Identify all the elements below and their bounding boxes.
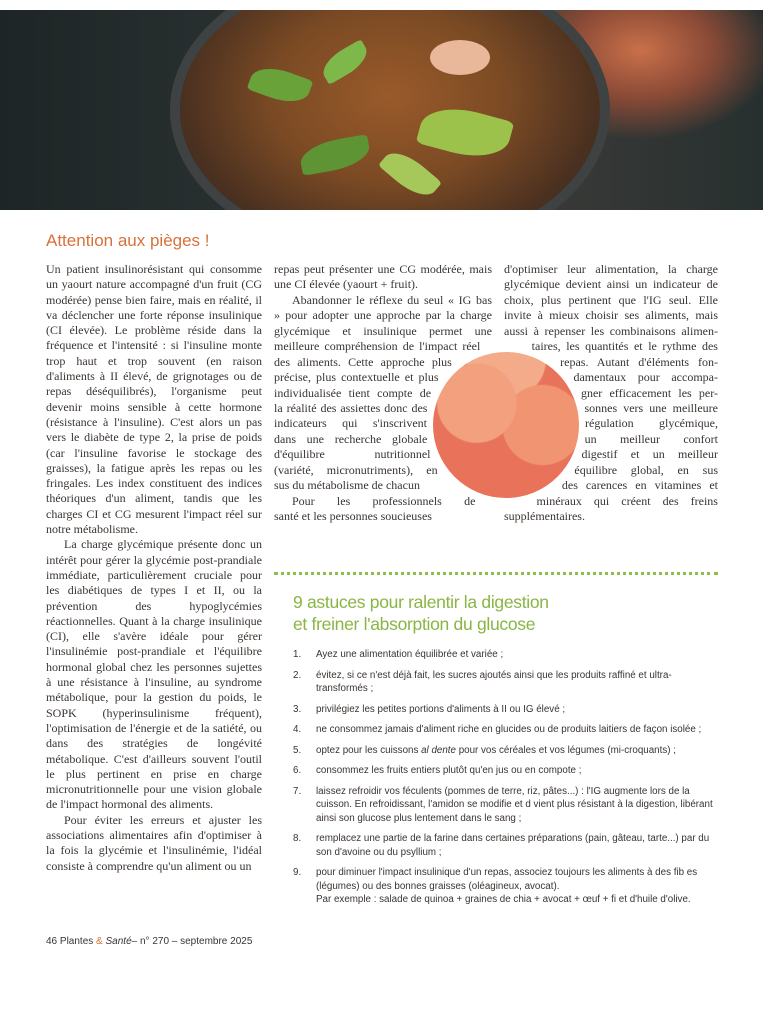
tip-number: 2. — [293, 669, 302, 681]
tip-text — [316, 764, 581, 778]
text-line: précise, plus contextuelle et plus — [274, 370, 439, 385]
salad-bowl-image — [180, 10, 600, 210]
paragraph: La charge glycémique présente donc un intérêt pour gérer la glycémie post-prandiale immédiate, particulièrement cruciale pour les diabétiques de types I et II, ou la prévention des hypoglycémies réactionnelles. Quant à la charge insulinique (CI), elle s'avère idéale pour gérer l'insulinémie post-prandiale et l'équilibre hormonal global chez les personnes sujettes à une résistance à l'insuline, au syndrome métabolique, pour la gestion du poids, le SOPK (hyperinsulinisme fréquent), l'optimisation de l'énergie et de la satiété, ou dans des stratégies de longévité métabolique. C'est d'ailleurs souvent l'outil le plus pertinent en prise en charge micronutritionnelle pour une vision globale de l'impact hormonal des aliments. — [46, 537, 262, 812]
tips-list — [293, 648, 723, 914]
tip-text — [316, 648, 503, 662]
text-line: la réalité des assiettes donc des — [274, 400, 428, 415]
tip-number: 1. — [293, 649, 302, 660]
tip-item — [293, 866, 723, 907]
text-line: repas peut présenter une CG modérée, mais — [274, 262, 492, 276]
tip-item — [293, 723, 723, 737]
tip-text-part: al dente — [421, 744, 456, 756]
tip-number: 9. — [293, 867, 302, 878]
tip-number: 5. — [293, 744, 302, 756]
text-line: gner efficacement les per- — [580, 385, 718, 400]
tip-text — [316, 785, 723, 826]
text-line: sus du métabolisme de chacun — [274, 478, 420, 493]
page-footer — [46, 936, 252, 947]
paragraph: Un patient insulinorésistant qui consomme un yaourt nature accompagné d'un fruit (CG modérée) pense bien faire, mais en réalité, il va déclencher une forte réponse insulinique (CI élevée). Le problème réside dans la fréquence et l'intensité : si l'insuline monte trop haut et trop souvent (en raison d'aliments à II élevé, de grignotages ou de repas déséquilibrés), l'organisme peut devenir moins sensible à cette hormone (résistance à l'insuline). C'est alors un pas vers le diabète de type 2, la prise de poids (car l'insuline favorise le stockage des graisses), la fatigue après les repas ou les fringales. Les index constituent des indices théoriques d'un aliment, tandis que les charges CI et CG mesurent l'impact réel sur notre métabolisme. — [46, 262, 262, 537]
article-column-right — [504, 262, 718, 524]
text-line: une CI élevée (yaourt + fruit). — [274, 277, 419, 292]
issue-info: – n° 270 – septembre 2025 — [131, 936, 253, 947]
text-line: (variété, micronutriments), en — [274, 462, 438, 477]
tip-text-part: évitez, si ce n'est déjà fait, les sucres ajoutés ainsi que les produits raffiné et ultra-transformés ; — [316, 669, 672, 694]
tip-text — [316, 744, 676, 758]
tip-text-part: remplacez une partie de la farine dans certaines préparations (pain, gâteau, tarte...) par du son d'avoine ou du psyllium ; — [316, 833, 710, 858]
text-line: taires, les quantités et le rythme des — [531, 339, 718, 354]
tip-item — [293, 744, 723, 758]
text-line: supplémentaires. — [504, 509, 585, 523]
text-line: minéraux qui créent des freins — [536, 493, 718, 508]
tip-text — [316, 703, 565, 717]
title-line: et freiner l'absorption du glucose — [293, 614, 536, 634]
brand-name: Plantes — [59, 936, 94, 947]
text-line: un meilleur confort — [584, 431, 718, 446]
text-line: » pour adopter une approche par la charge — [274, 308, 492, 323]
text-line: d'optimiser leur alimentation, la charge — [504, 262, 718, 276]
tip-text-part: pour diminuer l'impact insulinique d'un repas, associez toujours les aliments à des fib es (légumes) ou des bonnes graisses (oléagineux, avocat). — [316, 867, 698, 892]
text-line: Abandonner le réflexe du seul « IG bas — [292, 292, 492, 307]
section-title-pitfalls: Attention aux pièges ! — [46, 231, 210, 250]
shrimp-decoration — [430, 40, 490, 75]
tip-item — [293, 764, 723, 778]
tip-text-part: ne consommez jamais d'aliment riche en glucides ou de produits laitiers de façon isolée ; — [316, 724, 702, 735]
text-line: régulation glycémique, — [585, 416, 718, 431]
tip-text-part: consommez les fruits entiers plutôt qu'en jus ou en compote ; — [316, 765, 582, 776]
text-line: meilleure compréhension de l'impact réel — [274, 339, 481, 354]
page-number: 46 — [46, 936, 58, 947]
text-line: aussi à repenser les combinaisons alimen- — [504, 323, 718, 338]
text-line: équilibre global, en sus — [574, 462, 718, 477]
text-line: dans une recherche globale — [274, 431, 428, 446]
text-line: santé et les personnes soucieuses — [274, 509, 432, 523]
tip-number: 8. — [293, 833, 302, 844]
tip-item — [293, 785, 723, 826]
text-line: damentaux pour accompa- — [573, 370, 718, 385]
tip-text — [316, 832, 723, 859]
text-line: invite à mieux choisir ses aliments, mais — [504, 308, 718, 323]
header-photo — [0, 10, 763, 210]
tip-number: 3. — [293, 703, 302, 715]
article-column-middle — [274, 262, 492, 524]
tip-item — [293, 832, 723, 859]
text-line: individualisée tient compte de — [274, 385, 432, 400]
text-line: indicateurs qui s'inscrivent — [274, 416, 427, 431]
text-line: glycémique devient ainsi un indicateur de — [504, 277, 718, 292]
tip-number: 7. — [293, 785, 302, 797]
text-line: digestif et un meilleur — [581, 447, 718, 462]
tip-text — [316, 669, 723, 696]
text-line: d'équilibre nutritionnel — [274, 447, 431, 462]
brand-ampersand: & — [96, 936, 103, 947]
dotted-divider — [274, 572, 718, 575]
tip-text-part: optez pour les cuissons — [316, 744, 422, 756]
text-line: sonnes vers une meilleure — [584, 400, 718, 415]
tip-text-part: laissez refroidir vos féculents (pommes de terre, riz, pâtes...) : l'IG augmente lors de la cuisson. En refroidissant, l'amidon se modifie et d vient plus résistant à la digestion, libérant ainsi son glucose plus lentement dans le sang ; — [316, 785, 713, 824]
tip-number: 4. — [293, 724, 302, 735]
brand-name-2: Santé — [105, 936, 132, 947]
title-line: 9 astuces pour ralentir la digestion — [293, 592, 549, 612]
tip-text — [316, 866, 723, 907]
tip-item — [293, 669, 723, 696]
tip-text-part: Ayez une alimentation équilibrée et variée ; — [316, 649, 504, 660]
tip-example: Par exemple : salade de quinoa + graines de chia + avocat + œuf + fi et d'huile d'olive. — [316, 894, 691, 905]
tip-text — [316, 723, 701, 737]
paragraph: Pour éviter les erreurs et ajuster les associations alimentaires afin d'optimiser à la fois la glycémie et l'insulinémie, l'idéal consiste à comprendre qu'un aliment ou un — [46, 812, 262, 873]
tip-item — [293, 703, 723, 717]
text-line: Pour les professionnels de — [292, 493, 476, 508]
tip-item — [293, 648, 723, 662]
section-title-tips — [293, 591, 549, 635]
text-line: repas. Autant d'éléments fon- — [560, 354, 718, 369]
text-line: glycémique et insulinique permet une — [274, 323, 492, 338]
text-line: choix, plus pertinent que l'IG seul. Elle — [504, 292, 718, 307]
text-line: des carences en vitamines et — [561, 478, 718, 493]
tip-text-part: privilégiez les petites portions d'aliments à II ou IG élevé ; — [316, 703, 566, 715]
article-column-left — [46, 262, 262, 874]
tip-number: 6. — [293, 765, 302, 776]
text-line: des aliments. Cette approche plus — [274, 354, 452, 369]
tip-text-part: pour vos céréales et vos légumes (mi-croquants) ; — [455, 744, 676, 756]
